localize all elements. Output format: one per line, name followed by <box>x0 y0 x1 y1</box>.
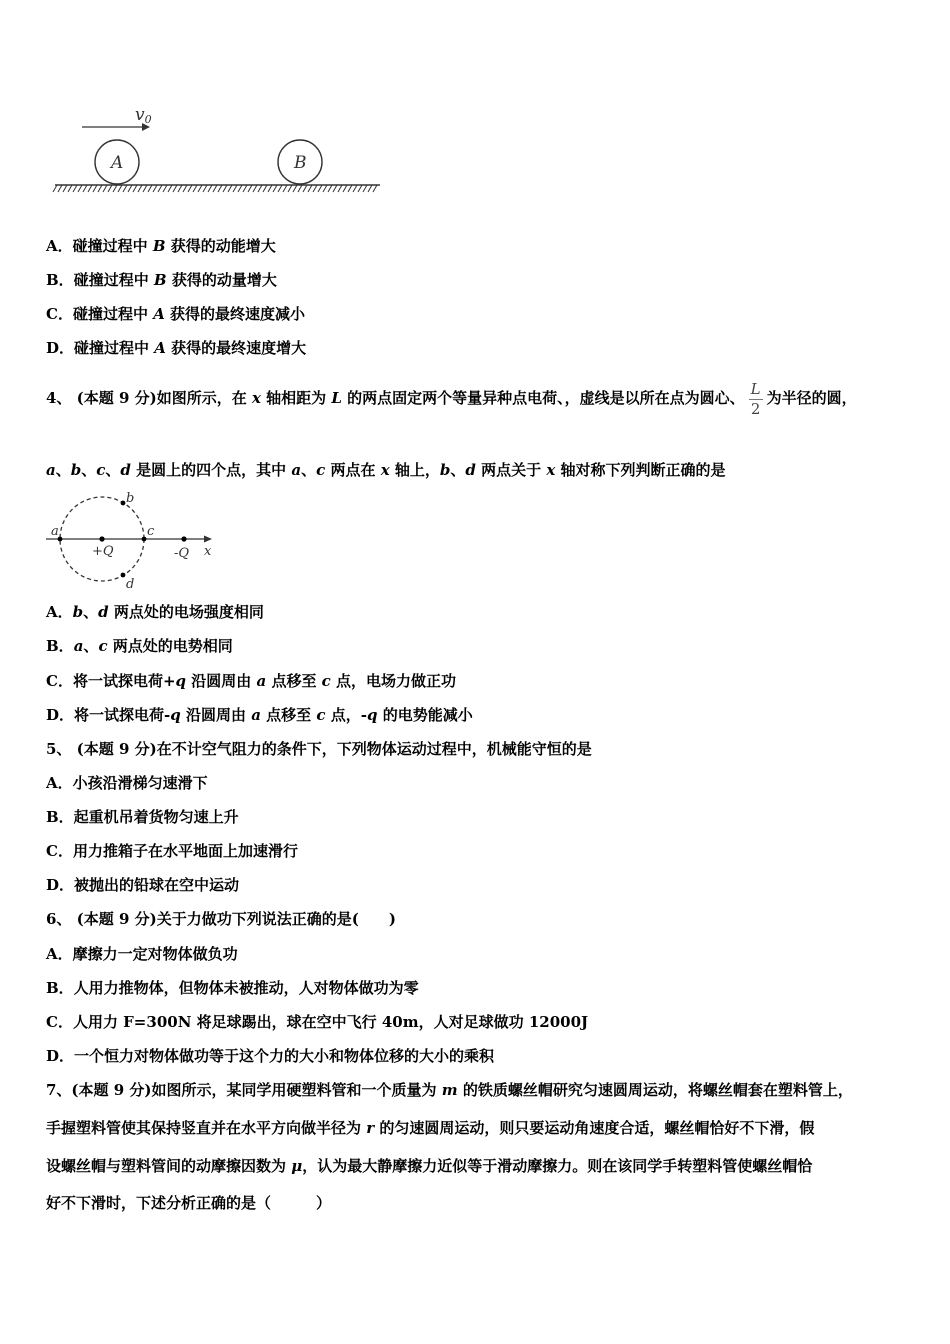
q6-option-a: A．摩擦力一定对物体做负功 <box>46 945 238 963</box>
q5-option-b: B．起重机吊着货物匀速上升 <box>46 808 239 826</box>
q4-stem-line2: a、b、c、d 是圆上的四个点，其中 a、c 两点在 x 轴上，b、d 两点关于 x 轴对称下列判断正确的是 <box>46 461 726 479</box>
point-d-dot <box>121 573 126 578</box>
q6-stem: 6、 (本题 9 分)关于力做功下列说法正确的是( ) <box>46 910 396 928</box>
q4-option-c: C．将一试探电荷+q 沿圆周由 a 点移至 c 点，电场力做正功 <box>46 672 457 690</box>
hatch-mark <box>83 185 87 192</box>
hatch-mark <box>213 185 217 192</box>
hatch-mark <box>128 185 132 192</box>
hatch-mark <box>233 185 237 192</box>
q4-stem-line1: 4、 (本题 9 分)如图所示，在 x 轴相距为 L 的两点固定两个等量异种点电荷、，虚线是以所在点为圆心、 $\frac{L}{2}$ 为半径的圆， <box>46 379 857 418</box>
q3-option-a: A．碰撞过程中 B 获得的动能增大 <box>46 237 276 255</box>
hatch-mark <box>113 185 117 192</box>
hatch-mark <box>318 185 322 192</box>
hatch-mark <box>98 185 102 192</box>
hatch-mark <box>88 185 92 192</box>
hatch-mark <box>203 185 207 192</box>
hatch-mark <box>338 185 342 192</box>
hatch-mark <box>303 185 307 192</box>
l-over-2-fraction: $\frac{L}{2}$ <box>750 379 761 418</box>
hatch-mark <box>198 185 202 192</box>
q7-stem-line2: 手握塑料管使其保持竖直并在水平方向做半径为 r 的匀速圆周运动，则只要运动角速度合适，螺丝帽恰好不下滑，假 <box>46 1119 815 1137</box>
q6-option-d: D．一个恒力对物体做功等于这个力的大小和物体位移的大小的乘积 <box>46 1047 495 1065</box>
q4-option-b: B．a、c 两点处的电势相同 <box>46 637 233 655</box>
hatch-mark <box>228 185 232 192</box>
q4-option-a: A．b、d 两点处的电场强度相同 <box>46 603 264 621</box>
q7-stem-line3: 设螺丝帽与塑料管间的动摩擦因数为 μ，认为最大静摩擦力近似等于滑动摩擦力。则在该同学手转塑料管使螺丝帽恰 <box>46 1157 813 1175</box>
hatch-mark <box>218 185 222 192</box>
hatch-mark <box>323 185 327 192</box>
hatch-mark <box>68 185 72 192</box>
hatch-mark <box>53 185 57 192</box>
label-b: b <box>126 491 135 506</box>
label-x: x <box>204 544 212 559</box>
point-c-dot <box>142 537 147 542</box>
hatch-mark <box>288 185 292 192</box>
hatch-mark <box>308 185 312 192</box>
ball-b-label: B <box>294 153 307 173</box>
hatch-mark <box>73 185 77 192</box>
hatch-mark <box>358 185 362 192</box>
hatch-mark <box>108 185 112 192</box>
label-a: a <box>51 524 59 539</box>
hatch-mark <box>293 185 297 192</box>
collision-figure <box>50 100 390 200</box>
hatch-mark <box>348 185 352 192</box>
hatch-mark <box>153 185 157 192</box>
hatch-mark <box>263 185 267 192</box>
hatch-mark <box>188 185 192 192</box>
hatch-mark <box>63 185 67 192</box>
hatch-mark <box>168 185 172 192</box>
hatch-mark <box>283 185 287 192</box>
q5-option-c: C．用力推箱子在水平地面上加速滑行 <box>46 842 298 860</box>
hatch-mark <box>343 185 347 192</box>
charges-figure <box>44 490 224 596</box>
hatch-mark <box>223 185 227 192</box>
hatch-mark <box>118 185 122 192</box>
hatch-mark <box>333 185 337 192</box>
hatch-mark <box>238 185 242 192</box>
hatch-mark <box>313 185 317 192</box>
hatch-mark <box>268 185 272 192</box>
q5-stem: 5、 (本题 9 分)在不计空气阻力的条件下，下列物体运动过程中，机械能守恒的是 <box>46 740 592 758</box>
ball-a-label: A <box>111 153 124 173</box>
q4-option-d: D．将一试探电荷-q 沿圆周由 a 点移至 c 点，-q 的电势能减小 <box>46 706 473 724</box>
hatch-mark <box>183 185 187 192</box>
hatch-mark <box>123 185 127 192</box>
hatch-mark <box>353 185 357 192</box>
hatch-mark <box>163 185 167 192</box>
hatch-mark <box>368 185 372 192</box>
label-minus-q: -Q <box>174 546 190 561</box>
hatch-mark <box>78 185 82 192</box>
hatch-mark <box>138 185 142 192</box>
hatch-mark <box>253 185 257 192</box>
hatch-mark <box>363 185 367 192</box>
hatch-mark <box>93 185 97 192</box>
hatch-mark <box>273 185 277 192</box>
negative-charge-dot <box>181 536 186 541</box>
hatch-mark <box>173 185 177 192</box>
x-axis-arrow-icon <box>204 536 212 543</box>
q3-option-d: D．碰撞过程中 A 获得的最终速度增大 <box>46 339 307 357</box>
hatch-mark <box>133 185 137 192</box>
hatch-mark <box>143 185 147 192</box>
q5-option-a: A．小孩沿滑梯匀速滑下 <box>46 774 208 792</box>
point-b-dot <box>121 501 126 506</box>
positive-charge-dot <box>99 536 104 541</box>
hatch-mark <box>148 185 152 192</box>
q5-option-d: D．被抛出的铅球在空中运动 <box>46 876 240 894</box>
q3-option-b: B．碰撞过程中 B 获得的动量增大 <box>46 271 277 289</box>
q3-option-c: C．碰撞过程中 A 获得的最终速度减小 <box>46 305 306 323</box>
hatch-mark <box>373 185 377 192</box>
q6-option-b: B．人用力推物体，但物体未被推动，人对物体做功为零 <box>46 979 419 997</box>
hatch-mark <box>258 185 262 192</box>
hatch-mark <box>193 185 197 192</box>
hatch-mark <box>298 185 302 192</box>
v0-label: v0 <box>135 105 152 126</box>
ground-hatching <box>53 185 377 192</box>
hatch-mark <box>58 185 62 192</box>
hatch-mark <box>103 185 107 192</box>
label-c: c <box>147 524 155 539</box>
hatch-mark <box>328 185 332 192</box>
q7-stem-line4: 好不下滑时，下述分析正确的是（ ） <box>46 1194 332 1212</box>
label-plus-q: +Q <box>92 544 114 559</box>
label-d: d <box>126 577 135 592</box>
q7-stem-line1: 7、(本题 9 分)如图所示，某同学用硬塑料管和一个质量为 m 的铁质螺丝帽研究匀速圆周运动，将螺丝帽套在塑料管上， <box>46 1081 853 1099</box>
hatch-mark <box>278 185 282 192</box>
hatch-mark <box>248 185 252 192</box>
hatch-mark <box>178 185 182 192</box>
hatch-mark <box>243 185 247 192</box>
q6-option-c: C．人用力 F=300N 将足球踢出，球在空中飞行 40m，人对足球做功 12000J <box>46 1013 589 1031</box>
hatch-mark <box>208 185 212 192</box>
hatch-mark <box>158 185 162 192</box>
